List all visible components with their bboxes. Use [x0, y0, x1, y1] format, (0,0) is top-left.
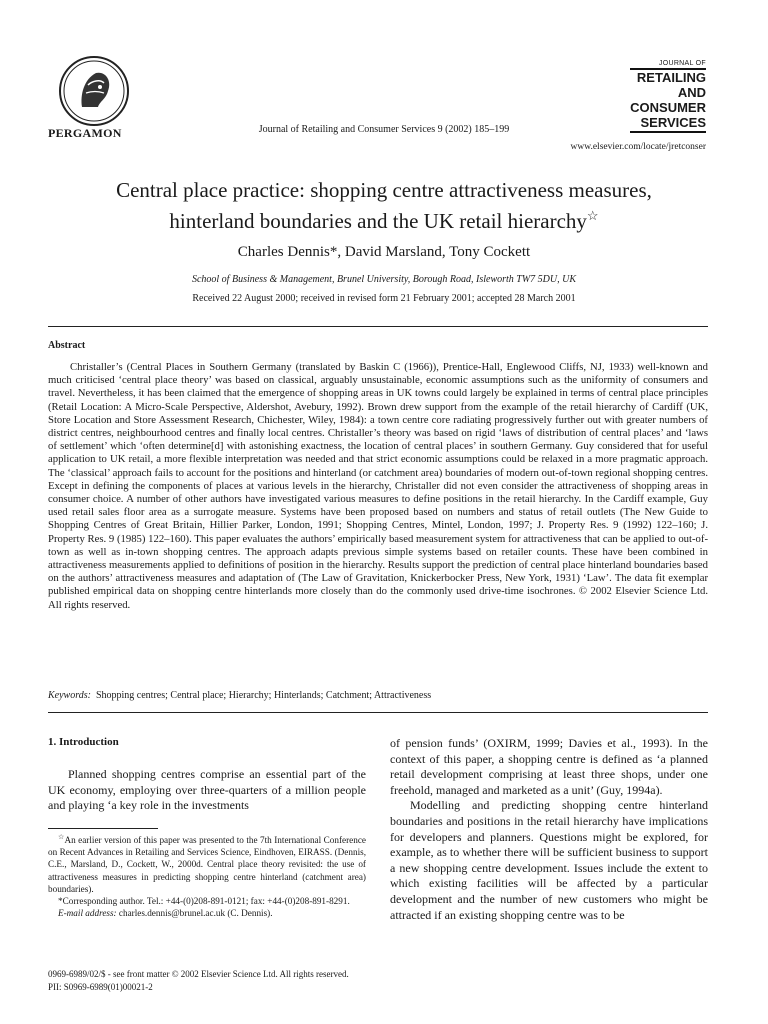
journal-logo-line: AND: [677, 85, 706, 100]
issn-line: 0969-6989/02/$ - see front matter © 2002 Elsevier Science Ltd. All rights reserved.: [48, 969, 349, 979]
footnote-earlier-version: An earlier version of this paper was presented to the 7th International Conference on Recent Advances in Retailing and Services Science, Eindhoven, EIRASS. (Dennis, C.E., Marsland, D., Cockett, W., 2000d. Central place theory revisited: the use of attractiveness measures in predicting shopping centre hinterland (catchment area) boundaries).: [48, 835, 366, 894]
divider: [48, 326, 708, 327]
publisher-emblem-icon: [58, 55, 130, 127]
footnotes: [48, 831, 366, 919]
intro-para-1: Planned shopping centres comprise an essential part of the UK economy, employing over three-quarters of a million people and playing ‘a key role in the investments: [48, 767, 366, 813]
received-dates: Received 22 August 2000; received in revised form 21 February 2001; accepted 28 March 2001: [192, 293, 576, 304]
journal-citation: Journal of Retailing and Consumer Services 9 (2002) 185–199: [258, 124, 510, 135]
journal-logo-line: RETAILING: [636, 70, 706, 85]
right-column: [390, 736, 708, 923]
journal-logo: [630, 60, 706, 133]
footnote-divider: [48, 828, 158, 829]
divider: [48, 712, 708, 713]
journal-logo-line: CONSUMER: [630, 100, 706, 115]
intro-paragraph: [48, 767, 366, 814]
keywords-list: Shopping centres; Central place; Hierarchy; Hinterlands; Catchment; Attractiveness: [95, 690, 432, 701]
footnote-mark: ☆: [58, 833, 65, 841]
footnote-corresponding: *Corresponding author. Tel.: +44-(0)208-891-0121; fax: +44-(0)208-891-8291.: [58, 896, 350, 907]
title-line-1: Central place practice: shopping centre attractiveness measures,: [116, 178, 652, 202]
right-para-1: of pension funds’ (OXIRM, 1999; Davies et al., 1993). In the context of this paper, a shopping centre is defined as ‘a planned retail development comprising at least three shops, under one freehold, managed and marketed as a unit’ (Guy, 1994a).: [390, 736, 708, 797]
article-title: [40, 178, 728, 234]
journal-logo-line: JOURNAL OF: [658, 60, 706, 67]
abstract-text: Christaller’s (Central Places in Southern Germany (translated by Baskin C (1966)), Prentice-Hall, Englewood Cliffs, NJ, 1933) well-known and much criticised ‘central place theory’ was based on classical, arguably unsustainable, economic assumptions such as the uniformity of consumers and travel. Nevertheless, it has been claimed that the emergence of shopping areas in UK towns could largely be explained in terms of central place principles (Retail Location: A Micro-Scale Perspective, Aldershot, Avebury, 1992). Brown drew support from the example of the retail hierarchy of Cardiff (UK, Store Location and Store Assessment Research, Chichester, Wiley, 1984): a town centre core radiating progressively further out with greater numbers of district centres, neighbourhood centres and finally local centres. Christaller’s theory was based on rigid ‘laws of distribution of central places’ and ‘laws of settlement’ which ‘often determine[d] with astonishing exactness, the location of central places’ in southern Germany. Guy considered that for useful application to UK retail, a more flexible interpretation was needed and that strict economic assumptions could be relaxed in a more pragmatic approach. The ‘classical’ approach fails to account for the positions and hinterland (or catchment area) boundaries of modern out-of-town regional shopping centres. Except in defining the components of places at various levels in the hierarchy, Christaller did not even consider the attractiveness of shopping areas in consumer choice. A number of other authors have investigated various measures to define positions in the retail hierarchy. In the Cardiff example, Guy used retail sales floor area as a surrogate measure. Systems have been proposed based on numbers and status of retail outlets (The New Guide to Shopping Centres of Great Britain, Hillier Parker, London, 1991; Shopping Centres, Mintel, London, 1997; J. Property Res. 9 (1992) 122–160; J. Property Res. 9 (1985) 122–160). This paper evaluates the authors’ empirically based measurement system for attractiveness that can be applied to out-of-town as well as in-town shopping centres. The approach adapts previous simple systems based on retailer counts. These have been combined in attractiveness measurements applied to definitions of position in the hierarchy. Results support the prediction of central place hinterland boundaries based on the authors’ attractiveness measures and adaptation of (The Law of Gravitation, Knickerbocker Press, New York, 1931) ‘Law’. The data fit exemplar published empirical data on shopping centre hinterlands more closely than do the commonly used drive-time isochrones. © 2002 Elsevier Science Ltd. All rights reserved.: [48, 361, 708, 611]
author-list: Charles Dennis*, David Marsland, Tony Cockett: [237, 244, 531, 260]
journal-logo-line: SERVICES: [640, 115, 706, 130]
affiliation: School of Business & Management, Brunel University, Borough Road, Isleworth TW7 5DU, UK: [191, 274, 577, 285]
email-label: E-mail address:: [58, 908, 117, 919]
front-matter: [48, 968, 349, 994]
title-line-2: hinterland boundaries and the UK retail hierarchy: [169, 209, 587, 233]
author-email[interactable]: charles.dennis@brunel.ac.uk (C. Dennis).: [118, 908, 273, 919]
journal-url[interactable]: www.elsevier.com/locate/jretconser: [570, 142, 706, 152]
keywords-label: Keywords:: [48, 690, 91, 701]
pii-line: PII: S0969-6989(01)00021-2: [48, 982, 153, 992]
right-para-2: Modelling and predicting shopping centre hinterland boundaries and positions in the retail hierarchy have implications for developers and planners. Questions might be explored, for example, as to whether there will be sufficient business to support a new shopping centre development. Issues include the extent to which existing facilities will be affected by a particular development and the number of new customers who might be attracted if an existing shopping centre was to be: [390, 798, 708, 922]
section-heading: 1. Introduction: [48, 736, 119, 748]
publisher-name: PERGAMON: [48, 126, 122, 140]
keywords: [48, 690, 708, 701]
title-footnote-mark[interactable]: ☆: [586, 208, 599, 223]
abstract-heading: Abstract: [48, 340, 86, 351]
